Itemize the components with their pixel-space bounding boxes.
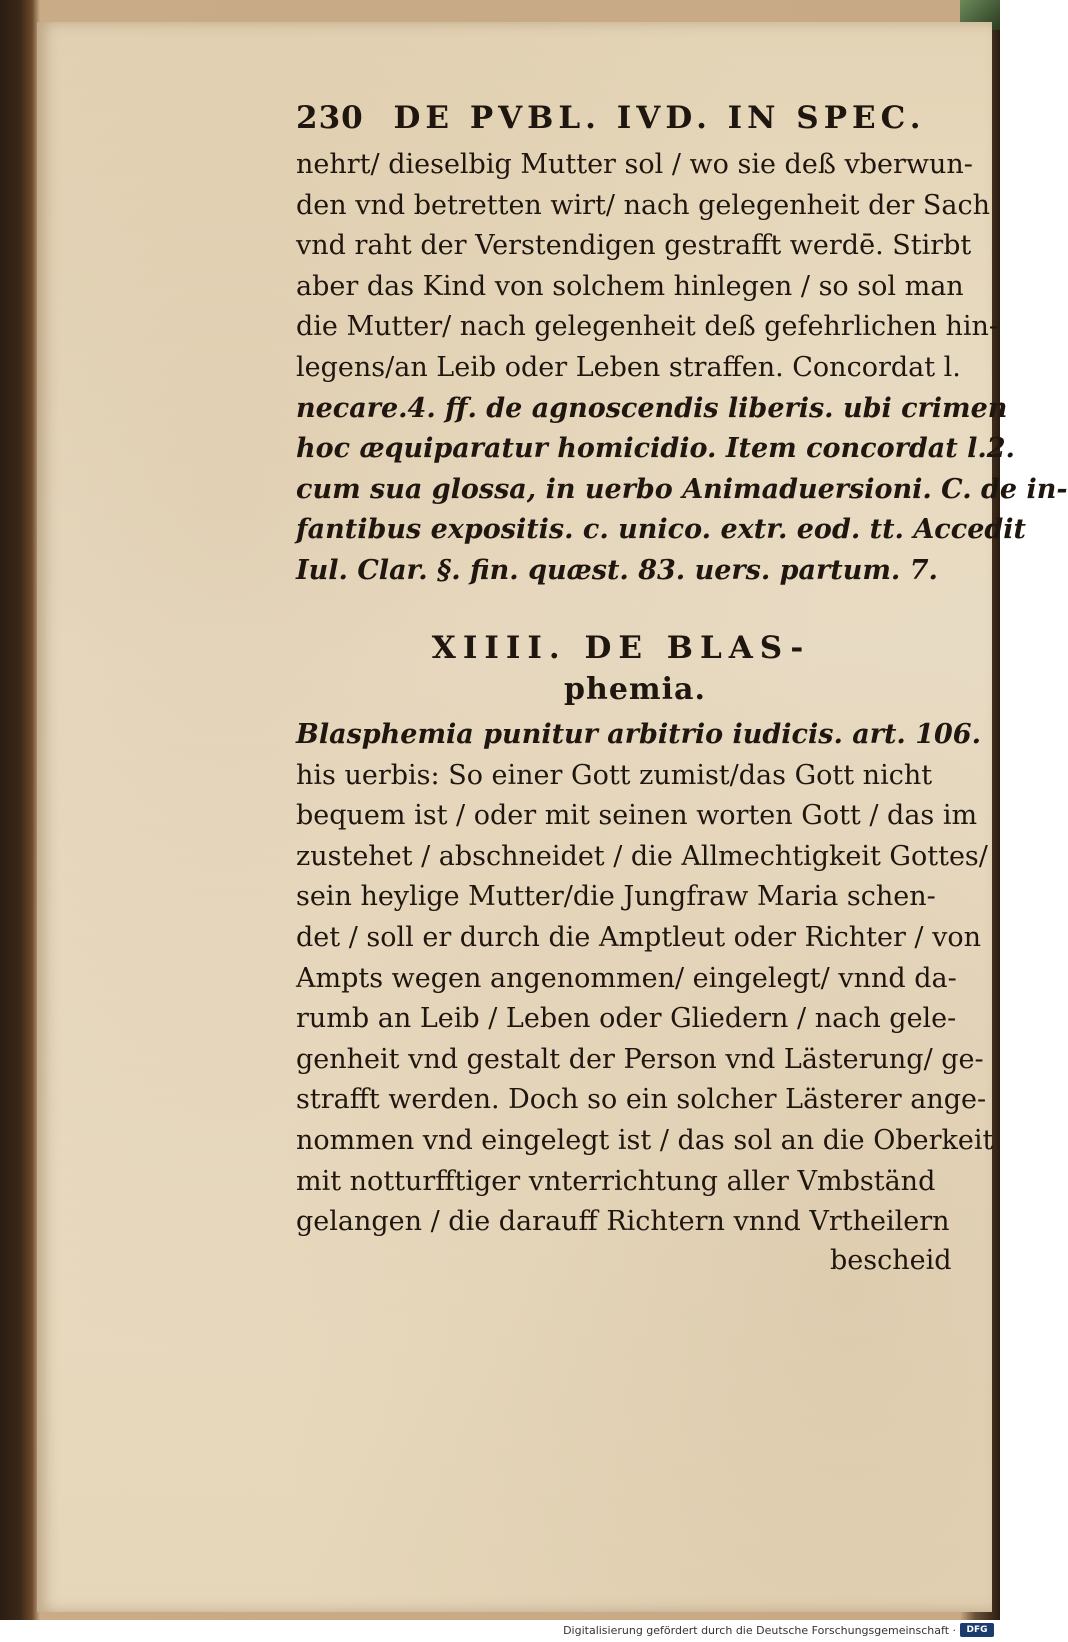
section-heading-line2: phemia. bbox=[564, 672, 706, 707]
text-line: vnd raht der Verstendigen gestrafft werdē. Stirbt bbox=[296, 230, 972, 262]
text-line: gelangen / die darauff Richtern vnnd Vrtheilern bbox=[296, 1206, 950, 1238]
text-line: Ampts wegen angenommen/ eingelegt/ vnnd da- bbox=[296, 962, 957, 994]
text-line: Blasphemia punitur arbitrio iudicis. art. 106. bbox=[296, 719, 981, 750]
text-line: mit notturfftiger vnterrichtung aller Vmbständ bbox=[296, 1165, 936, 1197]
text-line: aber das Kind von solchem hinlegen / so sol man bbox=[296, 270, 964, 302]
catchword: bescheid bbox=[830, 1245, 952, 1276]
text-line: legens/an Leib oder Leben straffen. Concordat l. bbox=[296, 351, 961, 383]
funding-credit: Digitalisierung gefördert durch die Deutsche Forschungsgemeinschaft · bbox=[563, 1624, 956, 1637]
text-line: strafft werden. Doch so ein solcher Lästerer ange- bbox=[296, 1084, 987, 1116]
text-line: den vnd betretten wirt/ nach gelegenheit der Sach bbox=[296, 189, 990, 221]
section-heading-line1: XIIII. DE BLAS- bbox=[431, 630, 811, 666]
text-line: nehrt/ dieselbig Mutter sol / wo sie deß vberwun- bbox=[296, 149, 973, 180]
running-header bbox=[296, 100, 936, 136]
text-line: cum sua glossa, in uerbo Animaduersioni. C. de in- bbox=[296, 473, 1068, 505]
dfg-logo-icon: DFG bbox=[960, 1623, 994, 1637]
text-line: nommen vnd eingelegt ist / das sol an die Oberkeit bbox=[296, 1124, 994, 1156]
text-line: sein heylige Mutter/die Jungfraw Maria schen- bbox=[296, 881, 936, 913]
text-line: bequem ist / oder mit seinen worten Gott / das im bbox=[296, 800, 978, 832]
text-line: die Mutter/ nach gelegenheit deß gefehrlichen hin- bbox=[296, 311, 998, 343]
page-number: 230 bbox=[296, 100, 364, 136]
paragraph-blasphemia bbox=[296, 715, 994, 1243]
footer-bar bbox=[0, 1620, 1000, 1642]
running-title: DE PVBL. IVD. IN SPEC. bbox=[393, 100, 926, 136]
text-line: hoc æquiparatur homicidio. Item concordat l.2. bbox=[296, 433, 1015, 465]
text-line: his uerbis: So einer Gott zumist/das Gott nicht bbox=[296, 759, 933, 791]
text-line: rumb an Leib / Leben oder Gliedern / nach gele- bbox=[296, 1003, 957, 1035]
text-line: zustehet / abschneidet / die Allmechtigkeit Gottes/ bbox=[296, 840, 988, 872]
text-line: necare.4. ff. de agnoscendis liberis. ubi crimen bbox=[296, 392, 1008, 424]
text-line: Iul. Clar. §. fin. quæst. 83. uers. partum. 7. bbox=[296, 554, 938, 586]
paragraph-continued bbox=[296, 145, 1068, 592]
text-line: fantibus expositis. c. unico. extr. eod. tt. Accedit bbox=[296, 514, 1026, 546]
text-line: det / soll er durch die Amptleut oder Richter / von bbox=[296, 921, 982, 953]
text-line: genheit vnd gestalt der Person vnd Lästerung/ ge- bbox=[296, 1043, 984, 1075]
